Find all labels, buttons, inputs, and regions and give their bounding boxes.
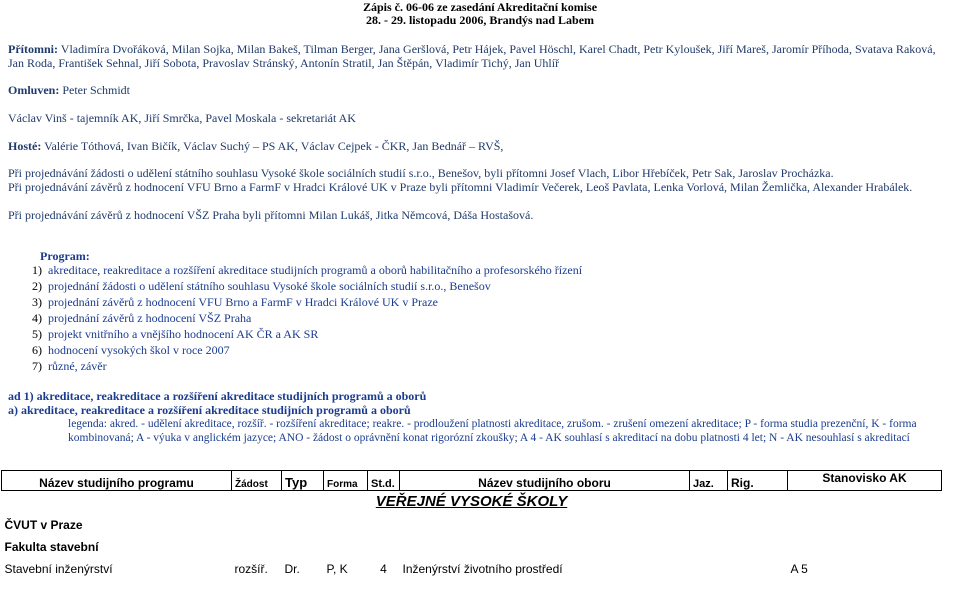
cell-form: P, K bbox=[326, 562, 348, 576]
staff-line: Václav Vinš - tajemník AK, Jiří Smrčka, Pavel Moskala - sekretariát AK bbox=[8, 111, 356, 125]
excused-names: Peter Schmidt bbox=[62, 83, 131, 97]
note-vfu: Při projednávání závěrů z hodnocení VFU Brno a FarmF v Hradci Králové UK v Praze byli přítomni Vladimír Večerek, Leoš Pavlata, Lenka Vorlová, Milan Žemlička, Alexander Hrabálek. bbox=[8, 180, 913, 194]
section-heading-2: a) akreditace, reakreditace a rozšíření akreditace studijních programů a oborů bbox=[8, 403, 411, 417]
group-title-row bbox=[2, 491, 942, 511]
program-item-3: 3) projednání závěrů z hodnocení VFU Brno a FarmF v Hradci Králové UK v Praze bbox=[32, 295, 438, 309]
col-header-std: St.d. bbox=[368, 471, 400, 491]
cell-lang bbox=[690, 554, 728, 576]
program-item-7: 7) různé, závěr bbox=[32, 359, 107, 373]
school-name: ČVUT v Praze bbox=[4, 518, 83, 532]
cell-opinion: A 5 bbox=[790, 562, 808, 576]
program-item-1: 1) akreditace, reakreditace a rozšíření akreditace studijních programů a oborů habilitačního a profesorského řízení bbox=[32, 263, 583, 277]
col-header-program: Název studijního programu bbox=[2, 471, 232, 491]
present-names: Vladimíra Dvořáková, Milan Sojka, Milan Bakeš, Tilman Berger, Jana Geršlová, Petr Hájek, Pavel Höschl, Karel Chadt, Petr Kyloušek, Jiří Mareš, Jaromír Příhoda, Svatava Raková, bbox=[60, 42, 936, 56]
col-header-field: Název studijního oboru bbox=[400, 471, 690, 491]
faculty-name: Fakulta stavební bbox=[4, 540, 99, 554]
program-heading: Program: bbox=[40, 249, 90, 263]
guests-names: Valérie Tóthová, Ivan Bičík, Václav Suchý – PS AK, Václav Cejpek - ČKR, Jan Bednář – RVŠ, bbox=[44, 139, 504, 153]
section-heading-1: ad 1) akreditace, reakreditace a rozšíření akreditace studijních programů a oborů bbox=[8, 389, 427, 403]
cell-program: Stavební inženýrství bbox=[4, 562, 113, 576]
table-header-row bbox=[2, 471, 942, 491]
present-line-2: Jan Roda, František Sehnal, Jiří Sobota, Pravoslav Stránský, Antonín Stratil, Jan Štěpán, Vladimír Tichý, Jan Uhlíř bbox=[8, 56, 560, 70]
col-header-form: Forma bbox=[324, 471, 368, 491]
faculty-row bbox=[2, 532, 942, 554]
guests-line bbox=[8, 139, 952, 153]
excused-line bbox=[8, 83, 952, 97]
col-header-rig: Rig. bbox=[728, 471, 788, 491]
note-vsz: Při projednávání závěrů z hodnocení VŠZ Praha byli přítomni Milan Lukáš, Jitka Němcová, Dáša Hostašová. bbox=[8, 208, 534, 222]
program-item-4: 4) projednání závěrů z hodnocení VŠZ Praha bbox=[32, 311, 252, 325]
document-title: Zápis č. 06-06 ze zasedání Akreditační komise bbox=[362, 0, 598, 14]
col-header-lang: Jaz. bbox=[690, 471, 728, 491]
cell-request: rozšíř. bbox=[234, 562, 268, 576]
excused-label: Omluven: bbox=[8, 83, 60, 97]
programs-table bbox=[1, 470, 942, 576]
guests-label: Hosté: bbox=[8, 139, 42, 153]
col-header-type: Typ bbox=[282, 471, 324, 491]
note-vsss: Při projednávání žádosti o udělení státního souhlasu Vysoké škole sociálních studií s.r.o., Benešov, byli přítomni Josef Vlach, Libor Hřebíček, Petr Sak, Jaroslav Procházka. bbox=[8, 166, 834, 180]
group-title: VEŘEJNÉ VYSOKÉ ŠKOLY bbox=[375, 493, 568, 510]
table-row bbox=[2, 554, 942, 576]
present-line-1 bbox=[8, 42, 952, 56]
cell-field: Inženýrství životního prostředí bbox=[402, 562, 563, 576]
cell-std: 4 bbox=[380, 562, 387, 576]
cell-rig bbox=[728, 554, 788, 576]
legend-text: legenda: akred. - udělení akreditace, rozšíř. - rozšíření akreditace; reakre. - prodloužení platnosti akreditace, zrušom. - zrušení omezení akreditace; P - forma studia prezenční, K - forma kombinovaná; A - výuka v anglickém jazyce; ANO - žádost o oprávnění konat rigorózní zkoušky; A 4 - AK souhlasí s akreditací na dobu platnosti 4 let; N - AK nesouhlasí s akreditací bbox=[68, 418, 917, 444]
cell-type: Dr. bbox=[284, 562, 300, 576]
program-item-6: 6) hodnocení vysokých škol v roce 2007 bbox=[32, 343, 230, 357]
present-label: Přítomni: bbox=[8, 42, 58, 56]
col-header-opinion: Stanovisko AK bbox=[788, 471, 942, 491]
document-subtitle: 28. - 29. listopadu 2006, Brandýs nad Labem bbox=[365, 13, 595, 27]
school-row bbox=[2, 510, 942, 532]
program-item-5: 5) projekt vnitřního a vnějšího hodnocení AK ČR a AK SR bbox=[32, 327, 319, 341]
program-item-2: 2) projednání žádosti o udělení státního souhlasu Vysoké škole sociálních studií s.r.o., Benešov bbox=[32, 279, 491, 293]
col-header-request: Žádost bbox=[232, 471, 282, 491]
